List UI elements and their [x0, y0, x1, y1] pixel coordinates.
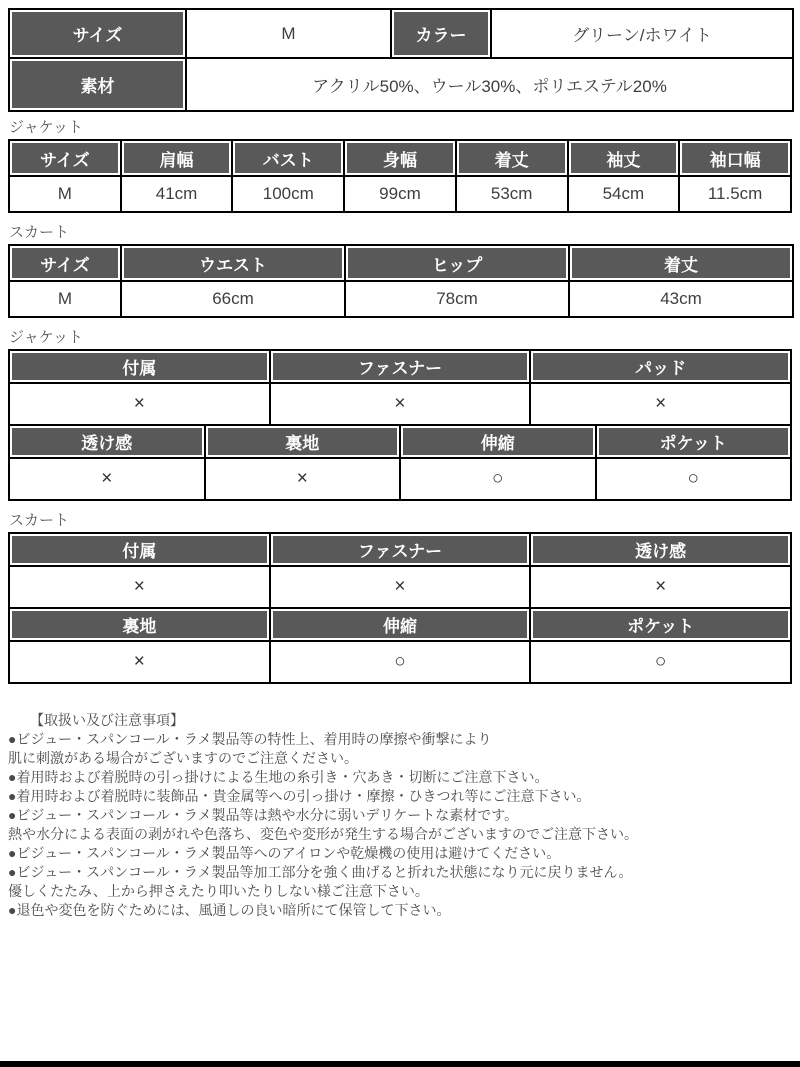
skirt-features-label: スカート	[9, 512, 70, 529]
feature-flag: ×	[9, 641, 270, 683]
feature-header: 透け感	[530, 533, 791, 566]
feature-header: 伸縮	[270, 608, 531, 641]
care-note-line: ●ビジュー・スパンコール・ラメ製品等加工部分を強く曲げると折れた状態になり元に戻りません。	[8, 864, 633, 880]
measure-value: 54cm	[568, 176, 680, 212]
care-note-line: 熱や水分による表面の剥がれや色落ち、変色や変形が発生する場合がございますのでご注意下さい。	[8, 826, 638, 842]
feature-flag: ×	[9, 566, 270, 608]
feature-header: 伸縮	[400, 425, 596, 458]
feature-flag: ×	[9, 383, 270, 425]
feature-flag: ○	[530, 641, 791, 683]
feature-header: 裏地	[9, 608, 270, 641]
col-header: ヒップ	[345, 245, 569, 281]
feature-header: 付属	[9, 533, 270, 566]
measure-value: 43cm	[569, 281, 793, 317]
care-notes-title: 【取扱い及び注意事項】	[30, 712, 184, 728]
skirt-size-table	[8, 244, 794, 318]
feature-header: パッド	[530, 350, 791, 383]
col-header: 身幅	[344, 140, 456, 176]
col-header: サイズ	[9, 245, 121, 281]
measure-value: 11.5cm	[679, 176, 791, 212]
col-header: 袖丈	[568, 140, 680, 176]
feature-flag: ×	[270, 383, 531, 425]
feature-header: ポケット	[596, 425, 792, 458]
care-note-line: ●着用時および着脱時に装飾品・貴金属等への引っ掛け・摩擦・ひきつれ等にご注意下さい。	[8, 788, 591, 804]
measure-value: M	[9, 281, 121, 317]
col-header: 袖口幅	[679, 140, 791, 176]
measure-value: 41cm	[121, 176, 233, 212]
measure-value: 66cm	[121, 281, 345, 317]
care-note-line: ●ビジュー・スパンコール・ラメ製品等へのアイロンや乾燥機の使用は避けてください。	[8, 845, 561, 861]
feature-flag: ×	[9, 458, 205, 500]
feature-flag: ○	[400, 458, 596, 500]
feature-flag: ○	[270, 641, 531, 683]
feature-flag: ×	[270, 566, 531, 608]
size-header: サイズ	[9, 9, 186, 58]
jacket-features-table-row2	[8, 424, 792, 501]
col-header: バスト	[232, 140, 344, 176]
care-notes	[8, 711, 792, 920]
jacket-features-table-row1	[8, 349, 792, 426]
color-value: グリーン/ホワイト	[491, 9, 793, 58]
care-note-line: ●ビジュー・スパンコール・ラメ製品等の特性上、着用時の摩擦や衝撃により	[8, 731, 492, 747]
col-header: ウエスト	[121, 245, 345, 281]
material-value: アクリル50%、ウール30%、ポリエステル20%	[186, 58, 793, 111]
care-note-line: 優しくたたみ、上から押さえたり叩いたりしない様ご注意下さい。	[8, 883, 429, 899]
feature-header: ファスナー	[270, 533, 531, 566]
jacket-size-label: ジャケット	[9, 119, 83, 136]
jacket-size-table	[8, 139, 792, 213]
skirt-features-table-row2	[8, 607, 792, 684]
col-header: 着丈	[569, 245, 793, 281]
feature-header: 裏地	[205, 425, 401, 458]
feature-header: 付属	[9, 350, 270, 383]
skirt-features-table-row1	[8, 532, 792, 609]
feature-flag: ×	[205, 458, 401, 500]
feature-flag: ×	[530, 566, 791, 608]
size-value: M	[186, 9, 391, 58]
material-header: 素材	[9, 58, 186, 111]
col-header: サイズ	[9, 140, 121, 176]
care-note-line: 肌に刺激がある場合がございますのでご注意ください。	[8, 750, 358, 766]
skirt-size-label: スカート	[9, 224, 70, 241]
feature-header: ファスナー	[270, 350, 531, 383]
care-note-line: ●ビジュー・スパンコール・ラメ製品等は熱や水分に弱いデリケートな素材です。	[8, 807, 519, 823]
size-color-material-table	[8, 8, 794, 112]
bottom-divider-bar	[0, 1061, 800, 1067]
measure-value: 78cm	[345, 281, 569, 317]
feature-flag: ×	[530, 383, 791, 425]
feature-flag: ○	[596, 458, 792, 500]
measure-value: 100cm	[232, 176, 344, 212]
care-note-line: ●着用時および着脱時の引っ掛けによる生地の糸引き・穴あき・切断にご注意下さい。	[8, 769, 549, 785]
measure-value: M	[9, 176, 121, 212]
feature-header: ポケット	[530, 608, 791, 641]
feature-header: 透け感	[9, 425, 205, 458]
color-header: カラー	[391, 9, 491, 58]
jacket-features-label: ジャケット	[9, 329, 83, 346]
measure-value: 53cm	[456, 176, 568, 212]
measure-value: 99cm	[344, 176, 456, 212]
care-note-line: ●退色や変色を防ぐためには、風通しの良い暗所にて保管して下さい。	[8, 902, 451, 918]
col-header: 肩幅	[121, 140, 233, 176]
col-header: 着丈	[456, 140, 568, 176]
